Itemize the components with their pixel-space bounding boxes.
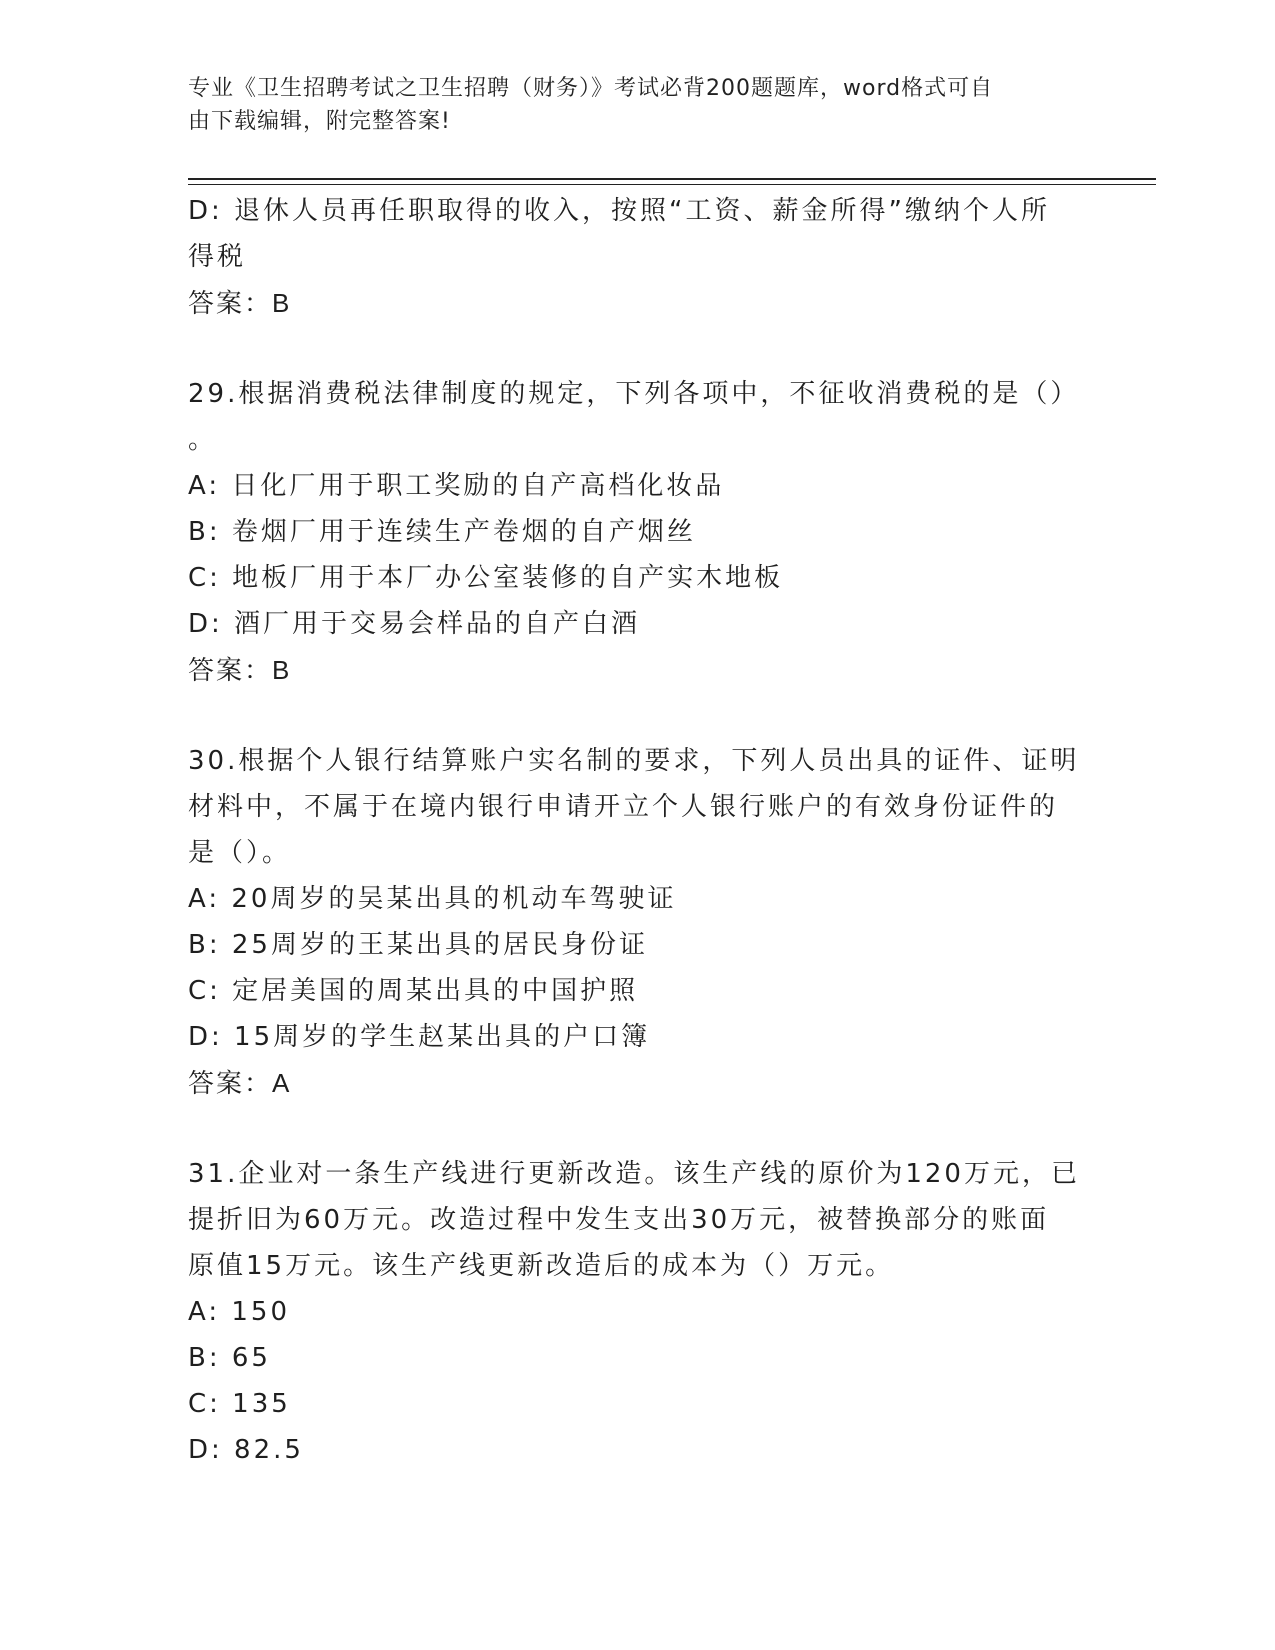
question-stem-line: 。 [188,425,218,455]
answer-line: 答案：B [188,655,292,685]
question-stem-line: 29.根据消费税法律制度的规定，下列各项中，不征收消费税的是（） [188,379,1080,409]
option-c: C: 地板厂用于本厂办公室装修的自产实木地板 [188,563,784,593]
header-divider-thick [188,178,1156,180]
option-c: C: 定居美国的周某出具的中国护照 [188,976,639,1006]
question-30 [188,738,1088,1106]
header-line-2: 由下载编辑，附完整答案! [188,109,451,134]
option-a: A: 日化厂用于职工奖励的自产高档化妆品 [188,471,725,501]
option-b: B: 卷烟厂用于连续生产卷烟的自产烟丝 [188,517,696,547]
question-stem-line: 材料中，不属于在境内银行申请开立个人银行账户的有效身份证件的 [188,792,1059,822]
carryover-question [188,188,1088,326]
question-31 [188,1151,1088,1473]
option-b: B: 65 [188,1343,271,1373]
option-d-line-2: 得税 [188,242,247,272]
answer-line: 答案：A [188,1068,292,1098]
question-stem-line: 是（）。 [188,838,292,868]
option-d: D: 15周岁的学生赵某出具的户口簿 [188,1022,651,1052]
option-a: A: 150 [188,1297,290,1327]
option-c: C: 135 [188,1389,291,1419]
document-header [188,72,1078,138]
option-d-line-1: D: 退休人员再任职取得的收入，按照“工资、薪金所得”缴纳个人所 [188,196,1050,226]
question-stem-line: 提折旧为60万元。改造过程中发生支出30万元，被替换部分的账面 [188,1205,1050,1235]
question-29 [188,371,1088,693]
question-stem-line: 原值15万元。该生产线更新改造后的成本为（）万元。 [188,1251,895,1281]
option-d: D: 82.5 [188,1435,304,1465]
answer-line: 答案：B [188,288,292,318]
header-divider-thin [188,184,1156,185]
option-b: B: 25周岁的王某出具的居民身份证 [188,930,648,960]
option-a: A: 20周岁的吴某出具的机动车驾驶证 [188,884,677,914]
question-stem-line: 30.根据个人银行结算账户实名制的要求，下列人员出具的证件、证明 [188,746,1080,776]
question-stem-line: 31.企业对一条生产线进行更新改造。该生产线的原价为120万元，已 [188,1159,1080,1189]
document-body [188,188,1088,1473]
header-line-1: 专业《卫生招聘考试之卫生招聘（财务）》考试必背200题题库，word格式可自 [188,76,994,101]
option-d: D: 酒厂用于交易会样品的自产白酒 [188,609,641,639]
